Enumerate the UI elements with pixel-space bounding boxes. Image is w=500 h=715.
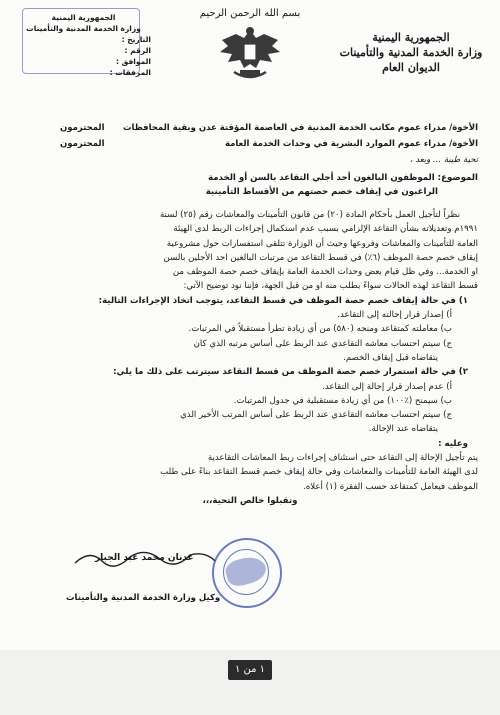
closing: وتقبلوا خالص التحية،،،: [202, 495, 298, 506]
body-line: نظراً لتأجيل العمل بأحكام المادة (٢٠) من قانون التأمينات والمعاشات رقم (٢٥) لسنة: [159, 210, 460, 220]
item-1-heading: ١) في حالة إيقاف خصم حصة الموظف في قسط التقاعد، يتوجب اتخاذ الإجراءات التالية:: [98, 295, 468, 306]
item-2-a: أ) عدم إصدار قرار إحالة إلى التقاعد.: [322, 381, 452, 392]
left-ministry: وزارة الخدمة المدنية والتأمينات: [26, 24, 141, 33]
basmala: بسم الله الرحمن الرحيم: [199, 8, 301, 19]
item-2-c-cont: يتقاضاه عند الإحالة.: [368, 424, 438, 435]
letter-body: [22, 208, 478, 508]
greeting: تحية طيبة ... وبعد ،: [409, 155, 478, 165]
ref-number-label: الرقم :: [124, 46, 151, 55]
subject-line-1: الموضوع: الموظفون البالغون أحد أجلي التقاعد بالسن أو الخدمة: [208, 173, 478, 183]
page-indicator: ١ من ١: [228, 660, 272, 680]
item-1-b: ب) معاملته كمتقاعد ومنحه (٥٨٠) من أي زيادة تطرأ مستقبلاً في المرتبات.: [188, 324, 452, 335]
honorific-2: المحترمون: [60, 139, 105, 149]
addressee-2: الأخوة/ مدراء عموم الموارد البشرية في وحدات الخدمة العامة: [224, 139, 478, 149]
honorific-1: المحترمون: [60, 123, 105, 133]
attachments-label: المرفقات :: [109, 68, 151, 77]
hijri-date-label: الموافق :: [116, 57, 151, 66]
letterhead-right: [336, 30, 486, 75]
body-line: ١٩٩١م وتعديلاته بشأن التقاعد الإلزامي بسبب عدم استكمال إجراءات الربط لدى الهيئة: [173, 224, 478, 235]
item-1-c: ج) سيتم احتساب معاشه التقاعدي عند الربط على أساس مرتبه الذي كان: [193, 338, 452, 349]
subject: [22, 171, 478, 200]
signatory-name: عدنان محمد عبد الجبار: [95, 553, 194, 563]
country-name: الجمهورية اليمنية: [372, 31, 450, 44]
addressee-1: الأخوة/ مدراء عموم مكاتب الخدمة المدنية في العاصمة المؤقتة عدن وبقية المحافظات: [123, 123, 478, 133]
letterhead-left: [16, 12, 151, 78]
left-country: الجمهورية اليمنية: [51, 13, 116, 22]
item-1-a: أ) إصدار قرار إحالته إلى التقاعد.: [337, 310, 452, 321]
subject-line-2: الراغبون في إيقاف خصم حصتهم من الأقساط التأمينية: [205, 187, 438, 198]
date-label: التاريخ :: [121, 35, 151, 44]
conclusion-line: يتم تأجيل الإحالة إلى التقاعد حتى استئناف إجراءات ربط المعاشات التقاعدية: [207, 453, 478, 464]
item-2-b: ب) سيمنح (٪١٠٠) من أي زيادة مستقبلية في جدول المرتبات.: [233, 395, 452, 406]
conclusion-line: الموظف فيعامل كمتقاعد حسب الفقرة (١) أعلاه.: [303, 481, 478, 492]
official-seal: [212, 538, 282, 608]
national-emblem-icon: [214, 24, 286, 86]
ministry-name: وزارة الخدمة المدنية والتأمينات: [339, 46, 483, 59]
item-2-heading: ٢) في حالة استمرار خصم حصة الموظف من قسط التقاعد سيترتب على ذلك ما يلي:: [113, 367, 468, 378]
conclusion-lead: وعليه :: [438, 438, 468, 449]
body-line: العامة للتأمينات والمعاشات وفروعها وحيث أن الوزارة تتلقى استفسارات حول مشروعية: [166, 238, 478, 249]
department-name: الديوان العام: [382, 61, 440, 74]
signatory-title: وكيل وزارة الخدمة المدنية والتأمينات: [66, 593, 221, 603]
item-1-c-cont: يتقاضاه قبل إيقاف الخصم.: [343, 352, 438, 363]
body-line: او الخدمة... وفي ظل قيام بعض وحدات الخدمة العامة بإيقاف خصم حصة الموظف من: [172, 267, 478, 278]
body-line: قسط التقاعد لهذه الحالات سواءً بطلب منه او من قبل الجهة، فإننا نود توضيح الآتي:: [183, 281, 478, 292]
item-2-c: ج) سيتم احتساب معاشه التقاعدي عند الربط على أساس المرتب الأخير الذي: [180, 410, 452, 421]
body-line: إيقاف خصم حصة الموظف (٦٪) في قسط التقاعد من مرتبات البالغين احد الأجلين بالسن: [163, 252, 478, 263]
conclusion-line: لدى الهيئة العامة للتأمينات والمعاشات وفي حالة إيقاف خصم قسط التقاعد بناءً على طلب: [160, 467, 478, 478]
